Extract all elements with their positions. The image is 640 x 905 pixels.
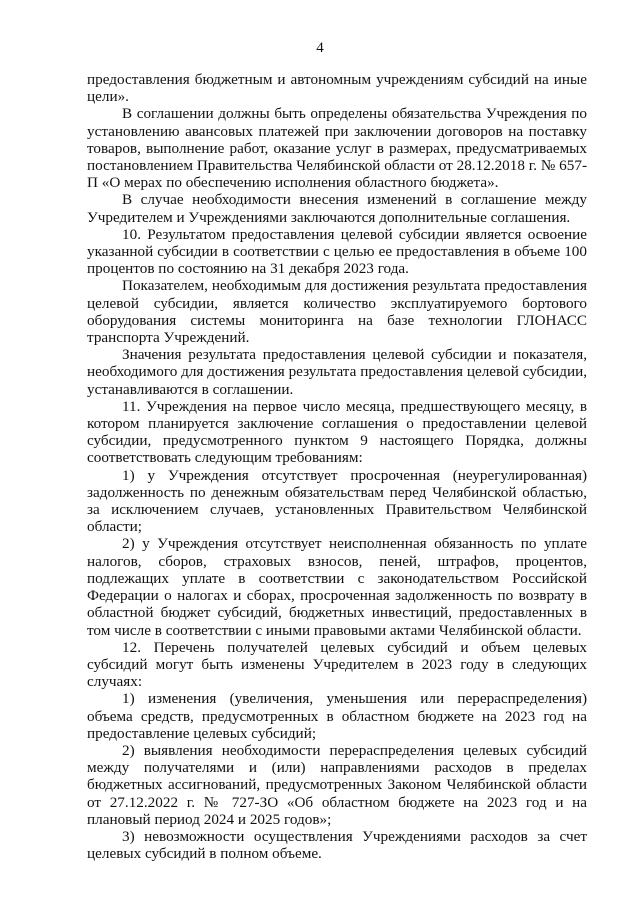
paragraph-item-11: 11. Учреждения на первое число месяца, предшествующего месяцу, в котором планируется заключение соглашения о предоставлении целевой субсидии, предусмотренного пунктом 9 настоящего Порядка, должны соответствовать следующим требованиям: [87,397,587,467]
paragraph-values: Значения результата предоставления целевой субсидии и показателя, необходимого для достижения результата предоставления целевой субсидии, устанавливаются в соглашении. [87,346,587,398]
paragraph-additional-agreements: В случае необходимости внесения изменений в соглашение между Учредителем и Учреждениями заключаются дополнительные соглашения. [87,191,587,226]
page-number: 4 [316,40,324,56]
paragraph-item-10: 10. Результатом предоставления целевой субсидии является освоение указанной субсидии в соответствии с целью ее предоставления в объеме 100 процентов по состоянию на 31 декабря 2023 года. [87,225,587,278]
paragraph-item-12-2: 2) выявления необходимости перераспределения целевых субсидий между получателями и (или) направлениями расходов в пределах бюджетных ассигнований, предусмотренных Законом Челябинской области от 27.12.2022 г. № 727-ЗО «Об областном бюджете на 2023 год и на плановый период 2024 и 2025 годов»; [87,741,587,828]
paragraph-continuation: предоставления бюджетным и автономным учреждениям субсидий на иные цели». [87,71,587,106]
paragraph-indicator: Показателем, необходимым для достижения результата предоставления целевой субсидии, является количество эксплуатируемого бортового оборудования системы мониторинга на базе технологии ГЛОНАСС транспорта Учреждений. [87,277,587,347]
paragraph-item-12-3: 3) невозможности осуществления Учреждениями расходов за счет целевых субсидий в полном объеме. [87,827,587,863]
paragraph-agreement-obligations: В соглашении должны быть определены обязательства Учреждения по установлению авансовых платежей при заключении договоров на поставку товаров, выполнение работ, оказание услуг в размерах, предусматриваемых постановлением Правительства Челябинской области от 28.12.2018 г. № 657-П «О мерах по обеспечению исполнения областного бюджета». [87,105,587,192]
document-body [87,71,587,862]
paragraph-item-11-2: 2) у Учреждения отсутствует неисполненная обязанность по уплате налогов, сборов, страховых взносов, пеней, штрафов, процентов, подлежащих уплате в соответствии с законодательством Российской Федерации о налогах и сборах, просроченная задолженность по возврату в областной бюджет субсидий, бюджетных инвестиций, предоставленных в том числе в соответствии с иными правовыми актами Челябинской области. [87,535,587,639]
paragraph-item-12: 12. Перечень получателей целевых субсидий и объем целевых субсидий могут быть изменены Учредителем в 2023 году в следующих случаях: [87,638,587,691]
paragraph-item-11-1: 1) у Учреждения отсутствует просроченная (неурегулированная) задолженность по денежным обязательствам перед Челябинской областью, за исключением случаев, установленных Правительством Челябинской области; [87,466,587,536]
paragraph-item-12-1: 1) изменения (увеличения, уменьшения или перераспределения) объема средств, предусмотренных в областном бюджете на 2023 год на предоставление целевых субсидий; [87,690,587,742]
